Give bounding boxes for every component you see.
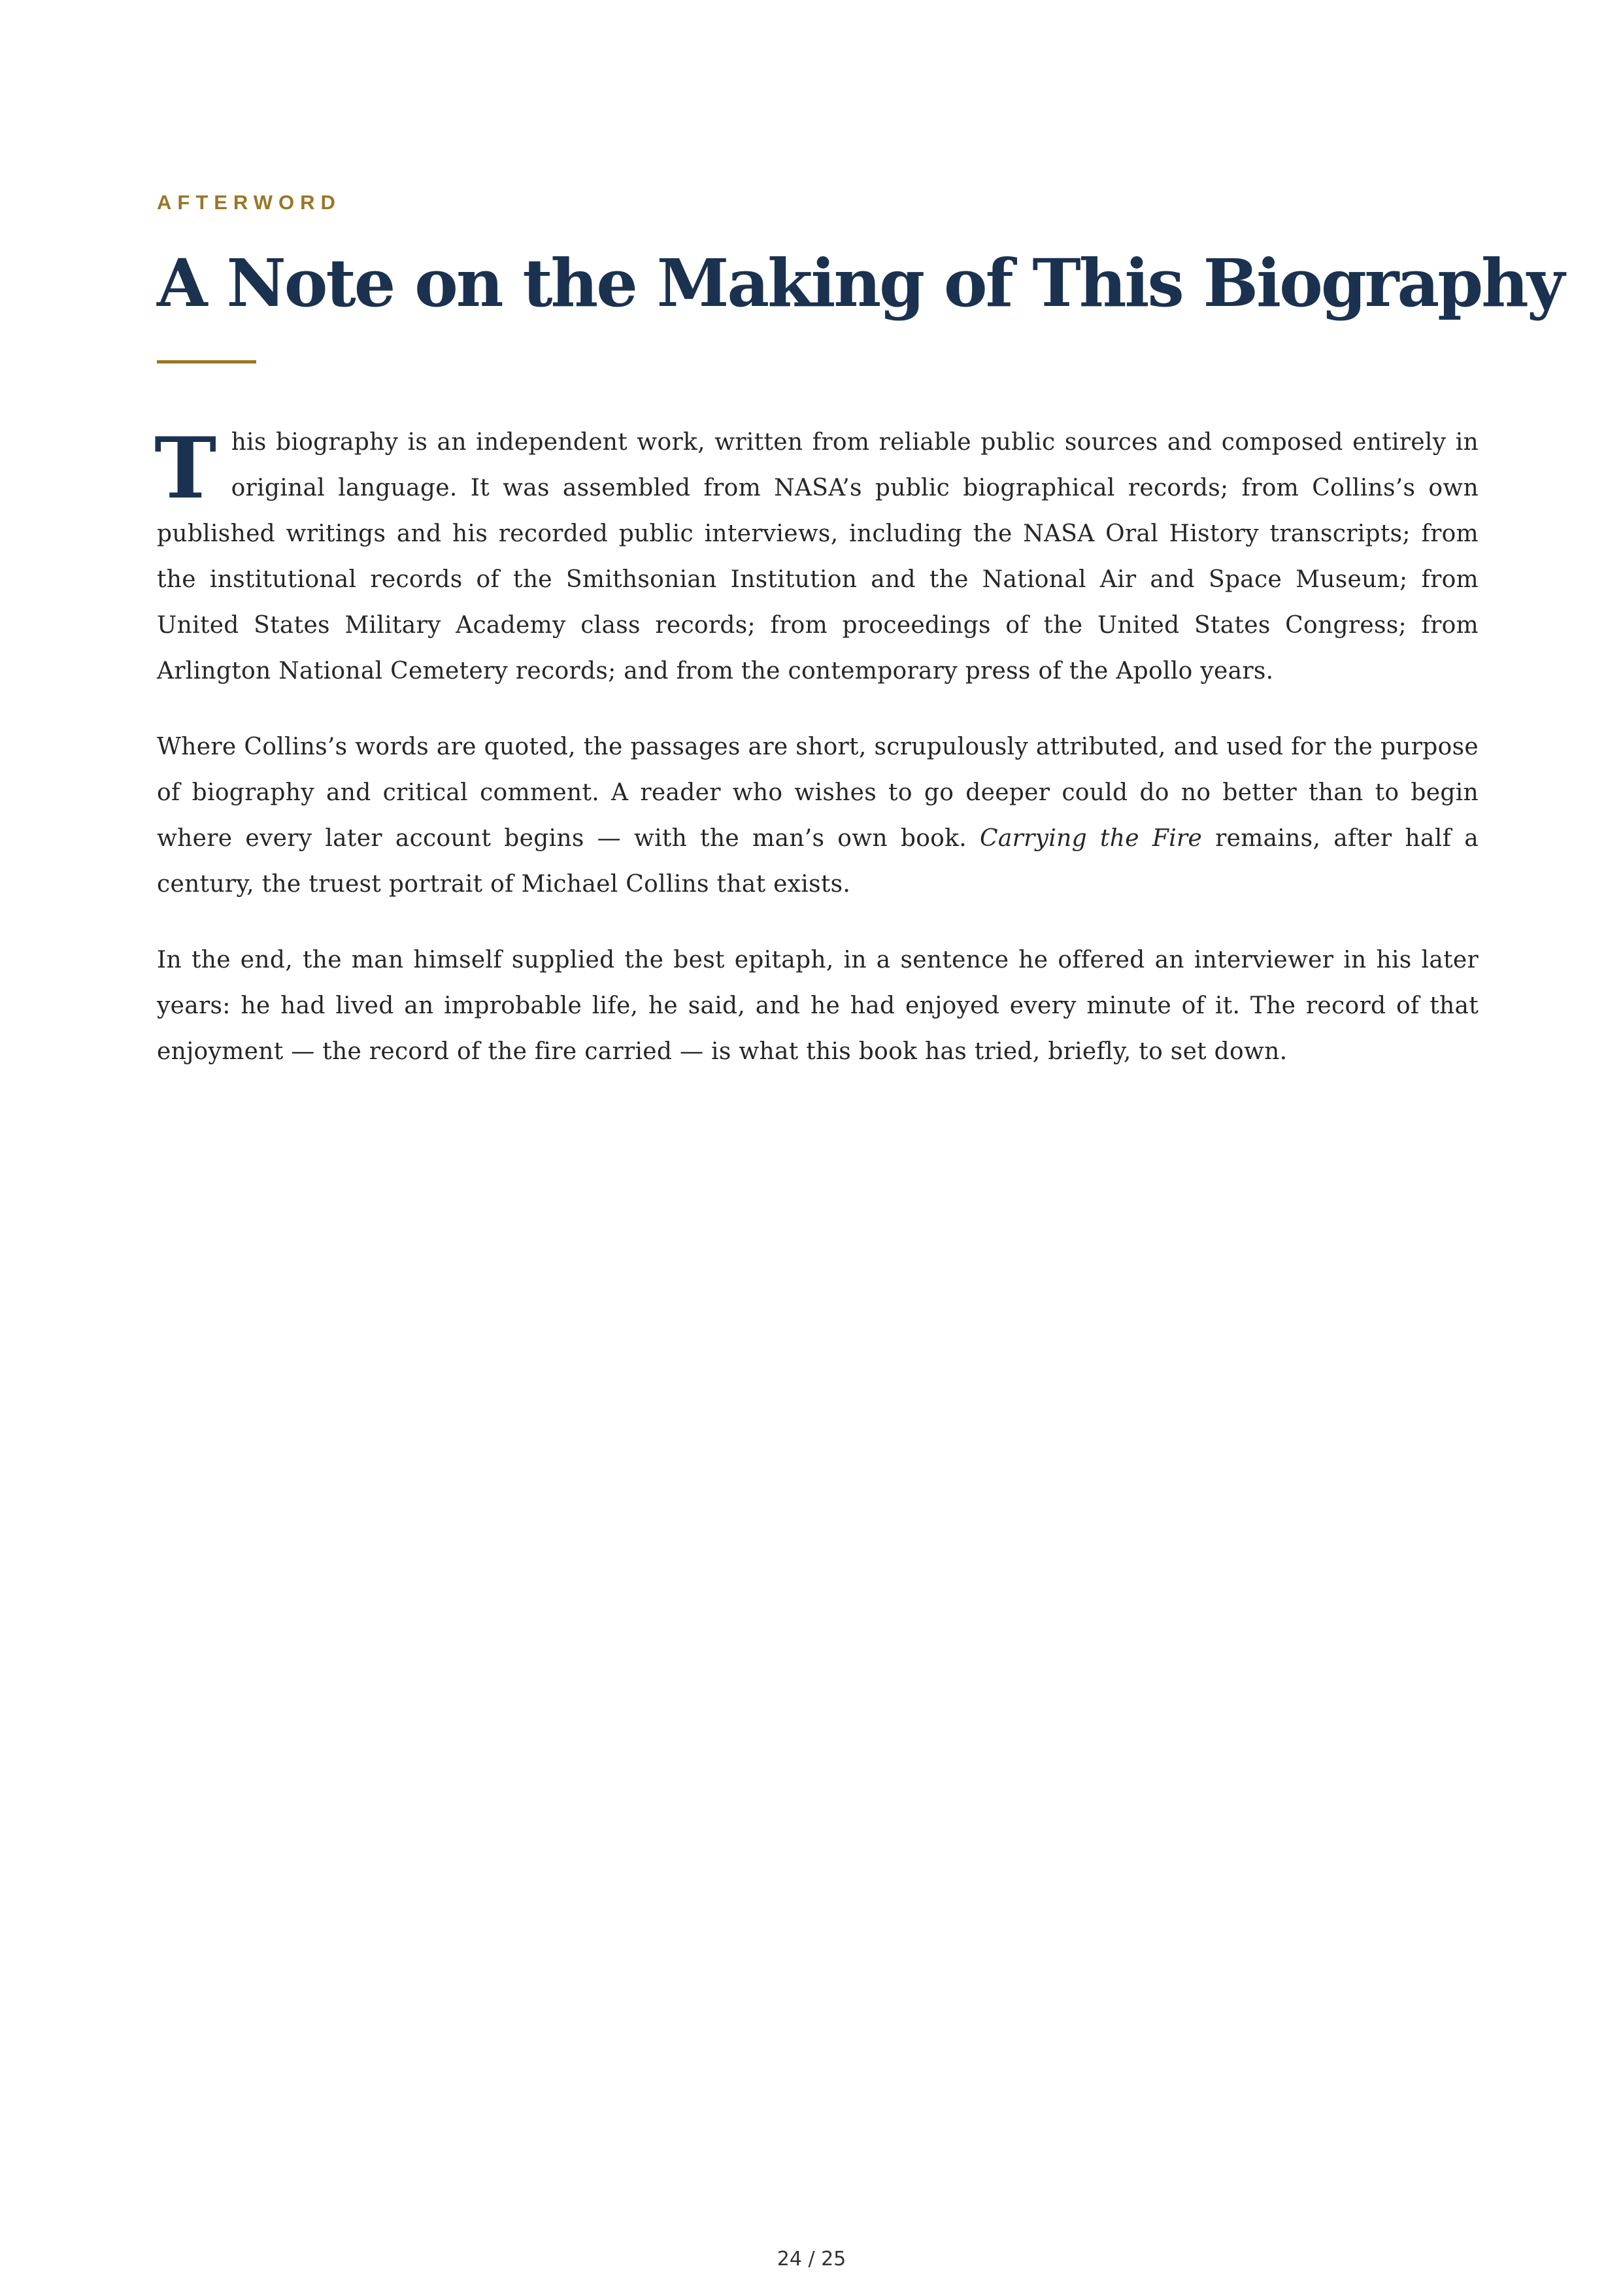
paragraph-2-text-before: Where Collins’s words are quoted, the passages are short, scrupulously attributed, and used for the purpose of biography and critical comment. A reader who wishes to go deeper could do no better than to begin where every later account begins — with the man’s own book. — [157, 734, 1479, 852]
book-title: Carrying the Fire — [980, 825, 1203, 852]
paragraph-3: In the end, the man himself supplied the best epitaph, in a sentence he offered an interviewer in his later years: he had lived an improbable life, he said, and he had enjoyed every minute of it. The record of that enjoyment — the record of the fire carried — is what this book has tried, briefly, to set down. — [157, 947, 1479, 1065]
paragraph-1 — [154, 420, 1479, 694]
page-title: A Note on the Making of This Biography — [157, 245, 1563, 322]
paragraph-1-text: his biography is an independent work, written from reliable public sources and composed entirely in original language. It was assembled from NASA’s public biographical records; from Collins’s own published writings and his recorded public interviews, including the NASA Oral History transcripts; from the institutional records of the Smithsonian Institution and the National Air and Space Museum; from United States Military Academy class records; from proceedings of the United States Congress; from Arlington National Cemetery records; and from the contemporary press of the Apollo years. — [157, 429, 1479, 684]
page-number: 24 / 25 — [777, 2248, 846, 2271]
paragraph-2-text-after: remains, after half a century, the truest portrait of Michael Collins that exists. — [157, 825, 1479, 898]
section-eyebrow: AFTERWORD — [157, 191, 341, 214]
body-text — [154, 420, 1479, 1105]
drop-cap: T — [154, 420, 217, 518]
paragraph-2 — [157, 724, 1479, 907]
title-divider — [157, 360, 256, 363]
